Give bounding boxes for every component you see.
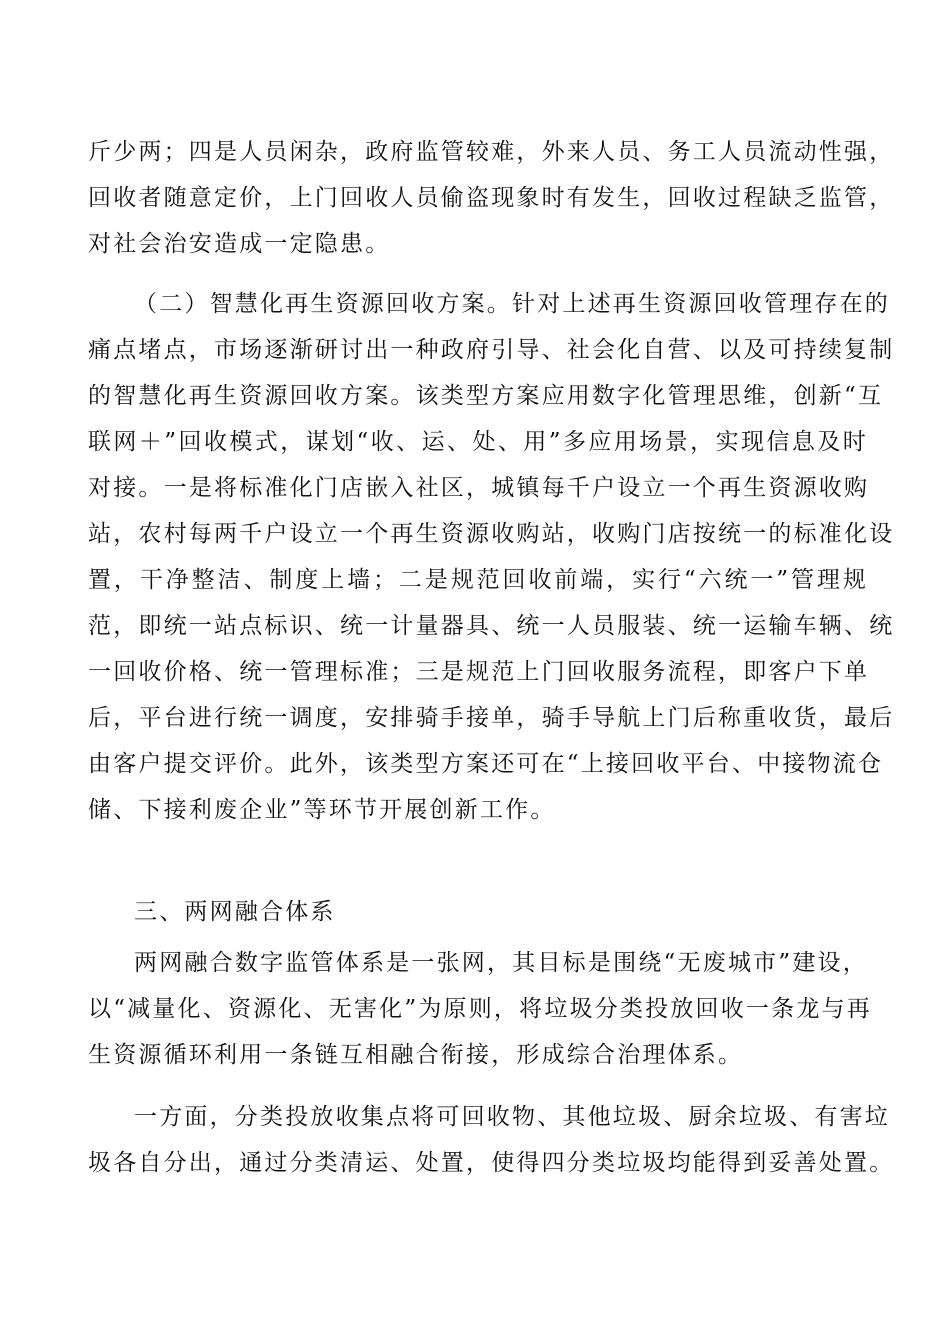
paragraph-2-line-7: 置，干净整洁、制度上墙；二是规范回收前端，实行“六统一”管理规 [88, 567, 868, 593]
paragraph-1 [88, 129, 895, 267]
paragraph-4 [88, 1094, 895, 1186]
paragraph-3-line-3: 生资源循环利用一条链互相融合衔接，形成综合治理体系。 [88, 1042, 744, 1068]
paragraph-2 [88, 281, 895, 833]
paragraph-2-line-2: 痛点堵点，市场逐渐研讨出一种政府引导、社会化自营、以及可持续复制 [88, 337, 895, 363]
paragraph-2-line-1: （二）智慧化再生资源回收方案。针对上述再生资源回收管理存在的 [134, 291, 890, 317]
paragraph-1-line-3: 对社会治安造成一定隐患。 [88, 231, 391, 257]
paragraph-2-line-11: 由客户提交评价。此外，该类型方案还可在“上接回收平台、中接物流仓 [88, 751, 884, 777]
paragraph-2-line-6: 站，农村每两千户设立一个再生资源收购站，收购门店按统一的标准化设 [88, 521, 895, 547]
section-heading [88, 889, 868, 935]
paragraph-1-line-1: 斤少两；四是人员闲杂，政府监管较难，外来人员、务工人员流动性强， [88, 139, 895, 165]
paragraph-2-line-9: 一回收价格、统一管理标准；三是规范上门回收服务流程，即客户下单 [88, 659, 870, 685]
paragraph-2-line-4: 联网＋”回收模式，谋划“收、运、处、用”多应用场景，实现信息及时 [88, 429, 868, 455]
paragraph-2-line-10: 后，平台进行统一调度，安排骑手接单，骑手导航上门后称重收货，最后 [88, 705, 895, 731]
paragraph-4-line-1: 一方面，分类投放收集点将可回收物、其他垃圾、厨余垃圾、有害垃 [134, 1104, 890, 1130]
paragraph-1-line-2: 回收者随意定价，上门回收人员偷盗现象时有发生，回收过程缺乏监管， [88, 185, 895, 211]
paragraph-3 [88, 940, 872, 1078]
paragraph-3-line-1: 两网融合数字监管体系是一张网，其目标是围绕“无废城市”建设， [134, 950, 868, 976]
paragraph-2-line-12: 储、下接利废企业”等环节开展创新工作。 [88, 797, 556, 823]
paragraph-4-line-2: 圾各自分出，通过分类清运、处置，使得四分类垃圾均能得到妥善处置。 [88, 1150, 895, 1176]
section-heading-text: 三、两网融合体系 [134, 899, 336, 925]
paragraph-2-line-5: 对接。一是将标准化门店嵌入社区，城镇每千户设立一个再生资源收购 [88, 475, 870, 501]
paragraph-2-line-8: 范，即统一站点标识、统一计量器具、统一人员服装、统一运输车辆、统 [88, 613, 895, 639]
paragraph-2-line-3: 的智慧化再生资源回收方案。该类型方案应用数字化管理思维，创新“互 [88, 383, 884, 409]
paragraph-3-line-2: 以“减量化、资源化、无害化”为原则，将垃圾分类投放回收一条龙与再 [88, 996, 872, 1022]
